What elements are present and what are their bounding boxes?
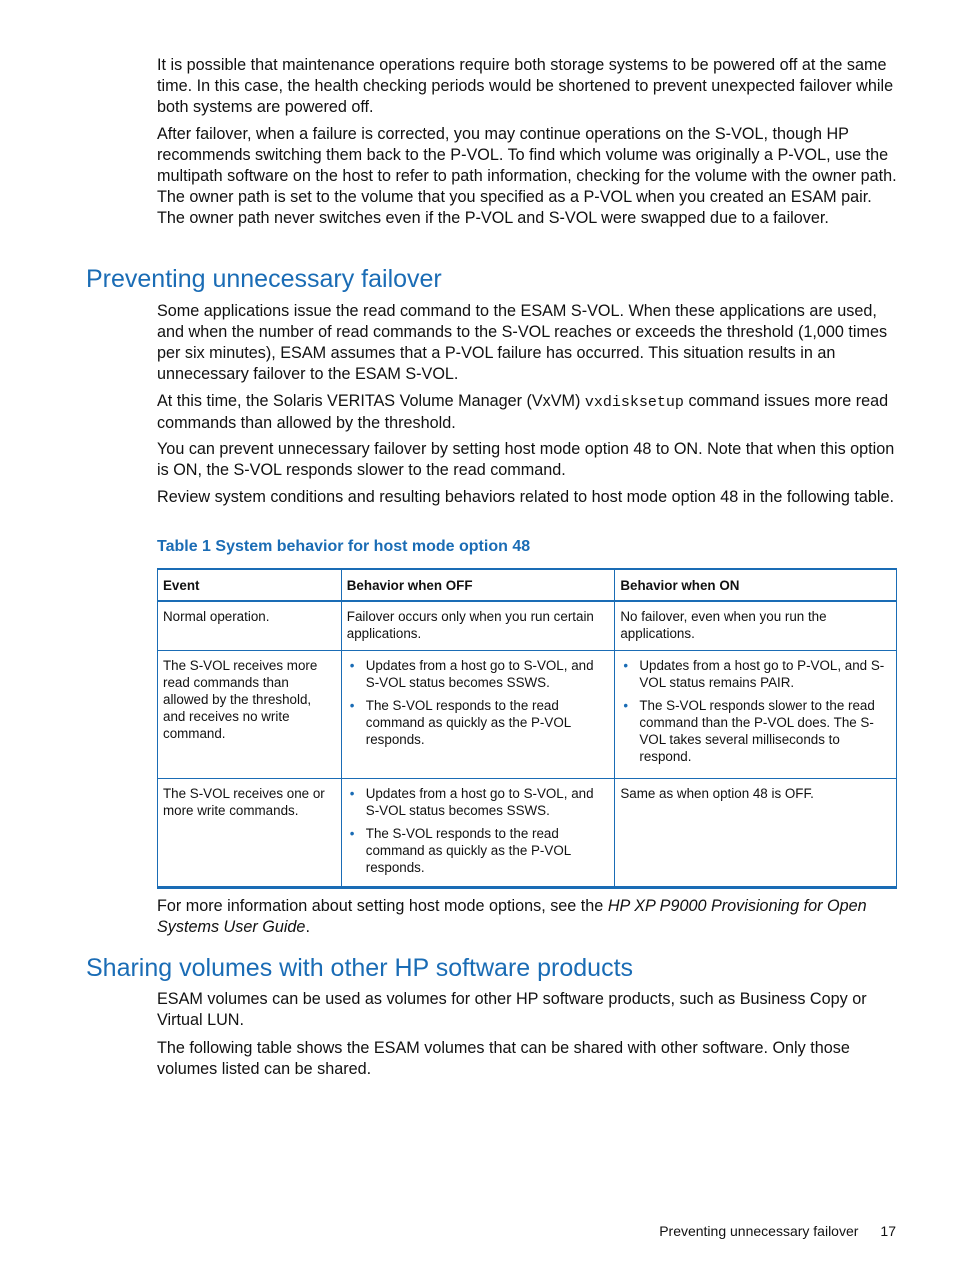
list-item: • Updates from a host go to S-VOL, and S-VOL status becomes SSWS. <box>347 657 610 691</box>
event-cell: The S-VOL receives one or more write commands. <box>158 779 342 888</box>
event-cell: Normal operation. <box>158 601 342 651</box>
behavior-table <box>157 568 897 889</box>
section-heading-sharing-volumes: Sharing volumes with other HP software products <box>86 954 634 982</box>
section1-paragraph-1: Some applications issue the read command to the ESAM S-VOL. When these applications are used, and when the number of read commands to the S-VOL reaches or exceeds the threshold (1,000 times per six minutes), ESAM assumes that a P-VOL failure has occurred. This situation results in an unnecessary failover to the ESAM S-VOL. <box>157 302 888 383</box>
footer-running-title: Preventing unnecessary failover <box>659 1223 859 1239</box>
bullet-list <box>347 657 610 748</box>
bullet-list <box>620 657 891 765</box>
section-heading-preventing-failover: Preventing unnecessary failover <box>86 265 442 293</box>
off-cell <box>341 779 615 888</box>
paragraph-text: At this time, the Solaris VERITAS Volume Manager (VxVM) <box>157 392 585 410</box>
table-row <box>158 779 897 888</box>
section1-paragraph-3: You can prevent unnecessary failover by setting host mode option 48 to ON. Note that when this option is ON, the S-VOL responds slower to the read command. <box>157 440 895 479</box>
off-cell <box>341 651 615 779</box>
page-footer <box>600 1223 896 1239</box>
bullet-list <box>347 785 610 876</box>
list-item: • Updates from a host go to P-VOL, and S-VOL status remains PAIR. <box>620 657 891 691</box>
table-caption: Table 1 System behavior for host mode option 48 <box>157 538 531 555</box>
command-code: vxdisksetup <box>584 394 684 411</box>
on-cell: No failover, even when you run the applications. <box>615 601 897 651</box>
table-row <box>158 601 897 651</box>
list-item: • The S-VOL responds to the read command as quickly as the P-VOL responds. <box>347 697 610 748</box>
section1-after-table-paragraph <box>157 896 897 938</box>
paragraph-text: command issues more read commands than allowed by the threshold. <box>157 392 889 432</box>
off-cell: Failover occurs only when you run certain applications. <box>341 601 615 651</box>
section2-paragraph-2: The following table shows the ESAM volumes that can be shared with other software. Only those volumes listed can be shared. <box>157 1039 850 1078</box>
list-item: • The S-VOL responds slower to the read command than the P-VOL does. The S-VOL takes several milliseconds to respond. <box>620 697 891 765</box>
page-number: 17 <box>880 1223 896 1239</box>
intro-paragraph-1: It is possible that maintenance operations require both storage systems to be powered off at the same time. In this case, the health checking periods would be shortened to prevent unexpected failover while both systems are powered off. <box>157 56 894 116</box>
on-cell: Same as when option 48 is OFF. <box>615 779 897 888</box>
on-cell <box>615 651 897 779</box>
list-item: • The S-VOL responds to the read command as quickly as the P-VOL responds. <box>347 825 610 876</box>
guide-title: HP XP P9000 Provisioning for Open Systems User Guide <box>157 897 867 936</box>
column-header-on: Behavior when ON <box>615 569 897 601</box>
table-row <box>158 651 897 779</box>
list-item: • Updates from a host go to S-VOL, and S-VOL status becomes SSWS. <box>347 785 610 819</box>
event-cell: The S-VOL receives more read commands than allowed by the threshold, and receives no write command. <box>158 651 342 779</box>
intro-paragraph-2: After failover, when a failure is corrected, you may continue operations on the S-VOL, though HP recommends switching them back to the P-VOL. To find which volume was originally a P-VOL, use the multipath software on the host to refer to path information, checking for the volume with the owner path. The owner path is set to the volume that you specified as a P-VOL when you created an ESAM pair. The owner path never switches even if the P-VOL and S-VOL were swapped due to a failover. <box>157 125 897 227</box>
column-header-off: Behavior when OFF <box>341 569 615 601</box>
column-header-event: Event <box>158 569 342 601</box>
paragraph-text: For more information about setting host mode options, see the <box>157 897 608 915</box>
paragraph-text: . <box>305 918 310 936</box>
section1-paragraph-2 <box>157 391 897 434</box>
table-header-row <box>158 569 897 601</box>
section1-paragraph-4: Review system conditions and resulting behaviors related to host mode option 48 in the following table. <box>157 488 894 506</box>
section2-paragraph-1: ESAM volumes can be used as volumes for other HP software products, such as Business Copy or Virtual LUN. <box>157 990 867 1029</box>
